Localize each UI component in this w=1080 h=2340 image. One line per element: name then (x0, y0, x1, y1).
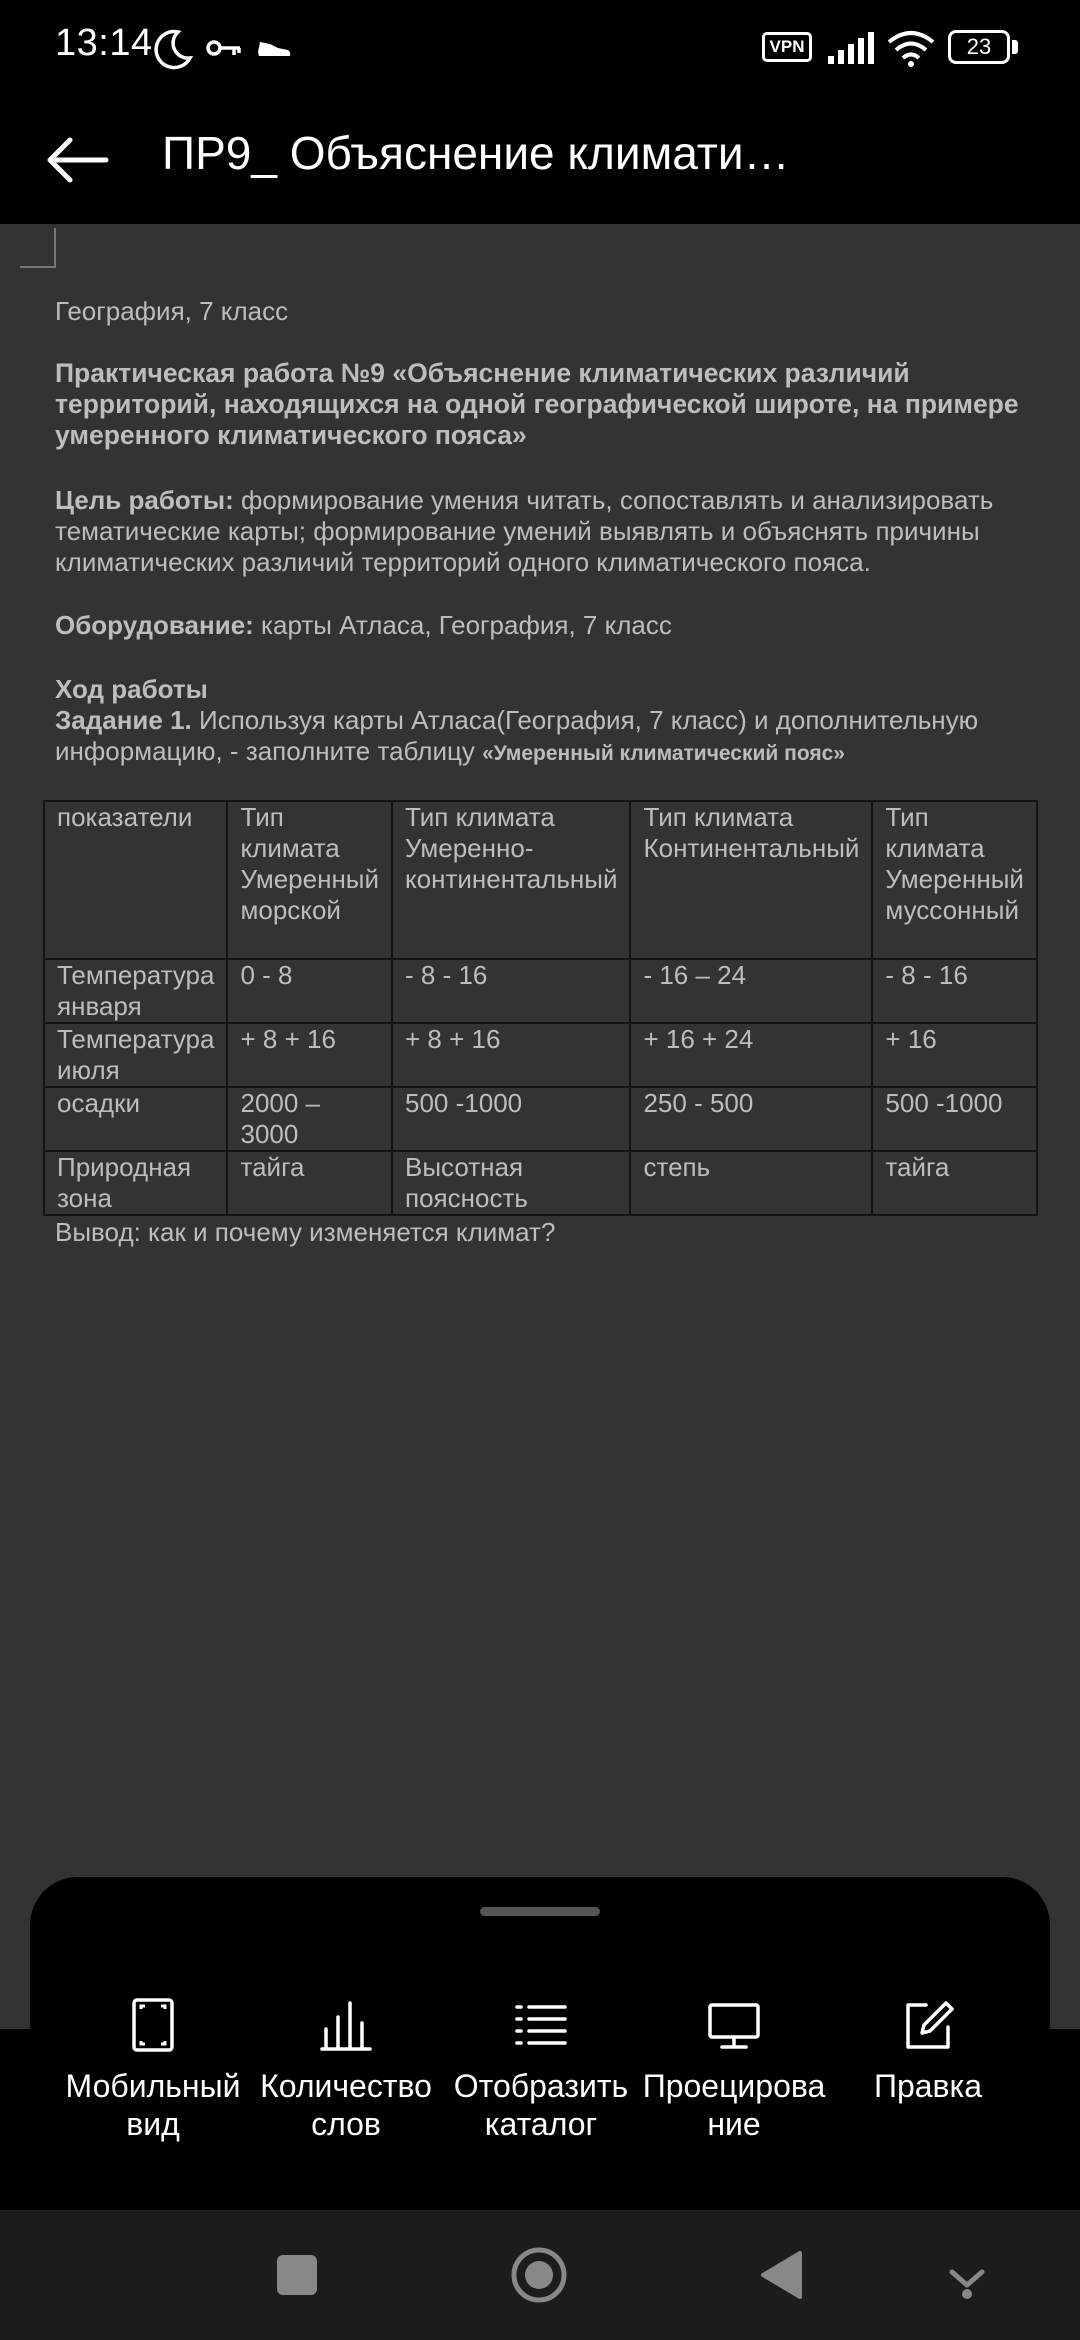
sheet-drag-handle[interactable] (480, 1907, 600, 1916)
table-cell: 2000 – 3000 (227, 1087, 392, 1151)
table-row (44, 1151, 1037, 1215)
table-cell: - 16 – 24 (630, 959, 872, 1023)
bottom-sheet (30, 1877, 1050, 2180)
arrow-left-icon (40, 120, 120, 200)
table-cell: Природная зона (44, 1151, 227, 1215)
back-nav-button[interactable] (728, 2210, 838, 2340)
recents-button[interactable] (242, 2210, 352, 2340)
mobile-view-icon (128, 1997, 178, 2053)
document-viewer[interactable] (0, 224, 1080, 2029)
mobile-view-label: Мобильный вид (65, 2068, 241, 2142)
goal-text: формирование умения читать, сопоставлять и анализировать тематические карты; формирование умений выявлять и объяснять причины климатических различий территорий одного климатического пояса. (55, 485, 994, 577)
clock: 13:14 (55, 22, 153, 64)
table-cell: Температура января (44, 959, 227, 1023)
table-cell: Температура июля (44, 1023, 227, 1087)
doc-course-label: Ход работы (55, 674, 208, 704)
doc-goal (55, 485, 1065, 578)
table-header-cell: Тип климата Континентальный (630, 801, 872, 959)
climate-table (43, 800, 1038, 1216)
key-icon (206, 36, 242, 60)
doc-equipment (55, 610, 1065, 641)
projection-label: Проецирова ние (642, 2068, 826, 2142)
table-cell: + 8 + 16 (392, 1023, 630, 1087)
mobile-view-button[interactable] (55, 1997, 251, 2143)
triangle-back-icon (728, 2210, 838, 2340)
battery-tip (1012, 40, 1018, 54)
show-catalog-label: Отобразить каталог (453, 2068, 629, 2142)
navigation-bar (0, 2210, 1080, 2340)
table-cell: 250 - 500 (630, 1087, 872, 1151)
equipment-text: карты Атласа, География, 7 класс (253, 610, 672, 640)
moon-icon (152, 28, 194, 70)
battery-level: 23 (948, 30, 1010, 64)
table-header-row (44, 801, 1037, 959)
table-cell: 500 -1000 (872, 1087, 1037, 1151)
signal-icon (826, 30, 878, 66)
table-cell: 500 -1000 (392, 1087, 630, 1151)
hide-nav-button[interactable] (912, 2210, 1022, 2340)
table-cell: тайга (227, 1151, 392, 1215)
show-catalog-button[interactable] (443, 1997, 639, 2143)
table-header-cell: Тип климата Умеренный морской (227, 801, 392, 959)
table-cell: осадки (44, 1087, 227, 1151)
table-cell: - 8 - 16 (392, 959, 630, 1023)
table-header-cell: Тип климата Умеренно-континентальный (392, 801, 630, 959)
table-header-cell: Тип климата Умеренный муссонный (872, 801, 1037, 959)
wifi-icon (886, 28, 936, 68)
chevron-down-icon (912, 2210, 1022, 2340)
table-row (44, 1023, 1037, 1087)
table-cell: - 8 - 16 (872, 959, 1037, 1023)
doc-task (55, 705, 1065, 769)
table-row (44, 1087, 1037, 1151)
table-cell: + 8 + 16 (227, 1023, 392, 1087)
task-label: Задание 1. (55, 705, 192, 735)
doc-heading: Практическая работа №9 «Объяснение климатических различий территорий, находящихся на одной географической широте, на примере умеренного климатического пояса» (55, 358, 1019, 450)
table-cell: степь (630, 1151, 872, 1215)
doc-conclusion: Вывод: как и почему изменяется климат? (55, 1217, 556, 1247)
table-cell: + 16 (872, 1023, 1037, 1087)
word-count-label: Количество слов (260, 2068, 432, 2142)
document-title: ПР9_ Объяснение климати… (162, 127, 790, 179)
edit-button[interactable] (830, 1997, 1026, 2105)
projection-icon (706, 1997, 762, 2053)
square-icon (242, 2210, 352, 2340)
edit-label: Правка (873, 2068, 983, 2104)
page-corner-mark (20, 228, 56, 268)
word-count-button[interactable] (248, 1997, 444, 2143)
edit-icon (900, 1997, 956, 2053)
task-text: Используя карты Атласа(География, 7 класс) и дополнительную информацию, - заполните таблицу (55, 705, 979, 766)
table-cell: Высотная поясность (392, 1151, 630, 1215)
task-table-name: «Умеренный климатический пояс» (482, 742, 845, 765)
status-bar (0, 0, 1080, 96)
app-bar (0, 96, 1080, 224)
catalog-icon (513, 1997, 569, 2053)
projection-button[interactable] (636, 1997, 832, 2143)
doc-subject: География, 7 класс (55, 296, 289, 326)
goal-label: Цель работы: (55, 485, 234, 515)
equipment-label: Оборудование: (55, 610, 254, 640)
table-cell: 0 - 8 (227, 959, 392, 1023)
table-row (44, 959, 1037, 1023)
home-button[interactable] (484, 2210, 594, 2340)
word-count-icon (318, 1997, 374, 2053)
shoe-icon (256, 36, 292, 60)
vpn-badge: VPN (762, 32, 812, 62)
home-circle-icon (484, 2210, 594, 2340)
table-cell: + 16 + 24 (630, 1023, 872, 1087)
table-cell: тайга (872, 1151, 1037, 1215)
back-button[interactable] (40, 120, 120, 200)
table-header-cell: показатели (44, 801, 227, 959)
